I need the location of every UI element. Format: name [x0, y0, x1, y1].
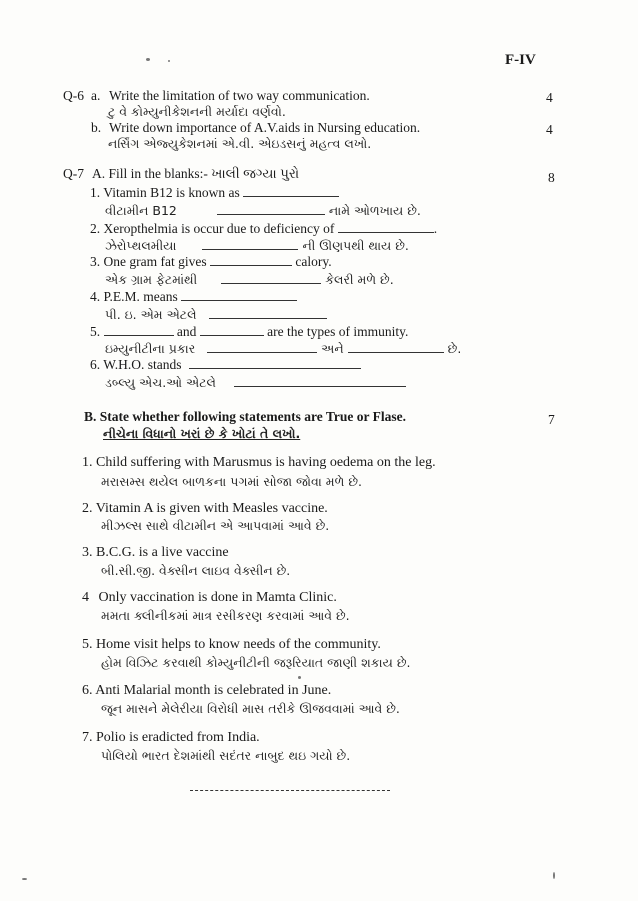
q6a-letter: a.	[91, 88, 101, 103]
answer-blank[interactable]	[202, 237, 298, 250]
paper-code: F-IV	[505, 52, 536, 68]
fill-item-5-gu: ઇમ્યુનીટીના પ્રકાર અને છે.	[105, 341, 462, 356]
answer-blank[interactable]	[189, 356, 361, 369]
scan-speck	[168, 60, 170, 62]
fill-item-3-gu: એક ગ્રામ ફેટમાંથી કેલરી મળે છે.	[105, 272, 394, 287]
q7-label: Q-7	[63, 166, 84, 181]
fill-item-2: 2. Xeropthelmia is occur due to deficiency of .	[90, 221, 438, 236]
scan-speck	[553, 872, 555, 879]
scan-speck	[22, 878, 27, 880]
q6a-text-gu: ટુ વે કોમ્યુનીકેશનની મર્યાદા વર્ણવો.	[108, 104, 286, 119]
statement-5-gu: હોમ વિઝિટ કરવાથી કોમ્યુનીટીની જરૂરિયાત જાણી શકાય છે.	[101, 655, 411, 670]
answer-blank[interactable]	[181, 288, 297, 301]
statement-2-gu: મીઝલ્સ સાથે વીટામીન એ આપવામાં આવે છે.	[101, 518, 330, 533]
fill-item-3: 3. One gram fat gives calory.	[90, 254, 332, 269]
answer-blank[interactable]	[348, 340, 444, 353]
fill-item-4-gu: પી. ઇ. એમ એટલે	[105, 306, 327, 323]
statement-3: 3. B.C.G. is a live vaccine	[82, 545, 229, 560]
answer-blank[interactable]	[210, 253, 292, 266]
q7b-marks: 7	[548, 412, 555, 427]
end-separator	[190, 790, 390, 791]
answer-blank[interactable]	[104, 323, 174, 336]
q6b-text-gu: નર્સિંગ એજ્યુકેશનમાં એ.વી. એઇડસનું મહત્વ લખો.	[108, 136, 372, 151]
answer-blank[interactable]	[217, 202, 325, 215]
q7a-marks: 8	[548, 170, 555, 185]
q6b-marks: 4	[546, 122, 553, 137]
answer-blank[interactable]	[221, 271, 321, 284]
fill-item-6-gu: ડબ્લ્યુ એચ.ઓ એટલે	[105, 374, 406, 391]
statement-4-gu: મમતા ક્લીનીકમાં માત્ર રસીકરણ કરવામાં આવે છે.	[101, 608, 350, 623]
statement-4: 4 Only vaccination is done in Mamta Clinic.	[82, 590, 337, 605]
statement-5: 5. Home visit helps to know needs of the community.	[82, 637, 381, 652]
fill-item-6: 6. W.H.O. stands	[90, 356, 361, 373]
statement-1: 1. Child suffering with Marusmus is having oedema on the leg.	[82, 455, 436, 470]
answer-blank[interactable]	[207, 340, 317, 353]
q6a-text: Write the limitation of two way communication.	[109, 88, 370, 103]
q7a-heading: A. Fill in the blanks:- ખાલી જગ્યા પુરો	[92, 166, 300, 181]
q7b-heading: B. State whether following statements are True or Flase.	[84, 409, 406, 424]
q6b-text: Write down importance of A.V.aids in Nursing education.	[109, 120, 421, 135]
answer-blank[interactable]	[338, 220, 434, 233]
fill-item-5: 5. and are the types of immunity.	[90, 324, 409, 339]
answer-blank[interactable]	[243, 184, 339, 197]
q6b-letter: b.	[91, 120, 102, 135]
statement-3-gu: બી.સી.જી. વેક્સીન લાઇવ વેક્સીન છે.	[101, 563, 291, 578]
statement-6-gu: જૂન માસને મેલેરીયા વિરોધી માસ તરીકે ઊજવવામાં આવે છે.	[101, 701, 400, 716]
q6a-marks: 4	[546, 90, 553, 105]
scan-speck	[298, 676, 301, 679]
q6-label: Q-6	[63, 88, 84, 103]
answer-blank[interactable]	[234, 374, 406, 387]
fill-item-4: 4. P.E.M. means	[90, 288, 297, 305]
q7b-heading-gu: નીચેના વિધાનો ખરાં છે કે ખોટાં તે લખો.	[103, 426, 301, 441]
statement-7-gu: પોલિયો ભારત દેશમાંથી સદંતર નાબુદ થઇ ગયો છે.	[101, 748, 351, 763]
statement-7: 7. Polio is eradicted from India.	[82, 730, 260, 745]
fill-item-1-gu: વીટામીન B12 નામે ઓળખાય છે.	[105, 203, 421, 218]
answer-blank[interactable]	[209, 306, 327, 319]
statement-6: 6. Anti Malarial month is celebrated in June.	[82, 683, 332, 698]
fill-item-2-gu: ઝેરોપ્થલમીયા ની ઊણપથી થાય છે.	[105, 238, 409, 253]
statement-2: 2. Vitamin A is given with Measles vaccine.	[82, 501, 328, 516]
fill-item-1: 1. Vitamin B12 is known as	[90, 184, 339, 201]
statement-1-gu: મરાસમ્સ થયેલ બાળકના પગમાં સોજા જોવા મળે છે.	[101, 474, 362, 489]
answer-blank[interactable]	[200, 323, 264, 336]
scan-speck	[146, 58, 150, 61]
